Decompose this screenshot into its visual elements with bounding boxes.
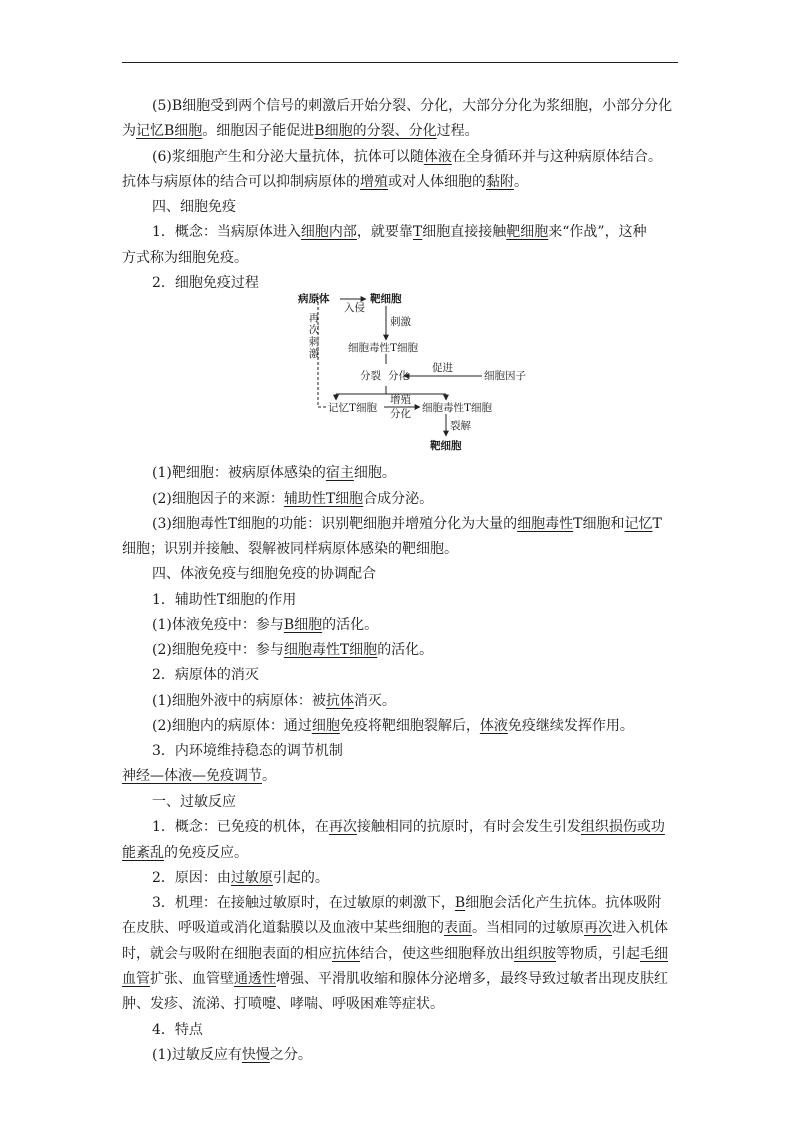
text-line <box>122 969 682 989</box>
underlined-answer: 体液 <box>423 149 452 165</box>
text-line <box>122 994 682 1014</box>
text-line <box>122 121 682 141</box>
text-segment: 2．原因：由 <box>152 870 231 886</box>
diagram-invade-label: 入侵 <box>344 302 365 314</box>
text-line <box>152 792 712 812</box>
underlined-answer: 血管 <box>122 971 150 987</box>
text-line <box>152 463 712 483</box>
text-segment: 3．内环境维持稳态的调节机制 <box>152 743 343 759</box>
underlined-answer: 抗体 <box>332 946 360 962</box>
text-segment: 抗体与病原体的结合可以抑制病原体的 <box>122 174 360 190</box>
text-segment: 。 <box>262 768 276 784</box>
underlined-answer: 神经—体液—免疫调节 <box>122 768 262 784</box>
text-segment: 消灭。 <box>353 693 396 709</box>
text-line <box>152 615 712 635</box>
underlined-answer: 能紊乱 <box>122 845 164 861</box>
text-segment: (1)过敏反应有 <box>152 1047 242 1063</box>
text-segment: 。细胞因子能促进 <box>202 123 315 139</box>
text-segment: (6)浆细胞产生和分泌大量抗体，抗体可以随 <box>152 149 424 165</box>
underlined-answer: 细胞 <box>311 718 340 734</box>
underlined-answer: B <box>454 895 466 911</box>
text-segment: ，就要靠 <box>356 224 413 240</box>
text-line <box>152 197 712 217</box>
text-line <box>122 172 682 192</box>
underlined-answer: 组织损伤或功 <box>580 819 665 835</box>
text-line <box>152 564 712 584</box>
text-line <box>152 640 712 660</box>
underlined-answer: 细胞内部 <box>300 224 357 240</box>
text-segment: 免疫将靶细胞裂解后， <box>339 718 480 734</box>
underlined-answer: 增殖 <box>360 174 388 190</box>
text-line <box>152 147 712 167</box>
text-segment: 引起的。 <box>272 870 329 886</box>
text-line <box>152 741 712 761</box>
diagram-cytokine: 细胞因子 <box>484 370 526 382</box>
text-segment: T细胞和 <box>573 516 625 532</box>
text-line <box>152 590 712 610</box>
text-segment: 四、体液免疫与细胞免疫的协调配合 <box>152 566 376 582</box>
text-segment: 4．特点 <box>152 1022 203 1038</box>
underlined-answer: 靶细胞 <box>506 224 549 240</box>
text-line <box>152 691 712 711</box>
text-line <box>152 222 712 242</box>
text-line <box>122 944 682 964</box>
text-segment: 1．辅助性T细胞的作用 <box>152 592 297 608</box>
underlined-answer: 细胞毒性T细胞 <box>283 642 378 658</box>
underlined-answer: 记忆B细胞 <box>136 123 203 139</box>
text-segment: 细胞；识别并接触、裂解被同样病原体感染的靶细胞。 <box>122 541 458 557</box>
text-segment: 扩张、血管壁 <box>150 971 234 987</box>
text-segment: (3)细胞毒性T细胞的功能：识别靶细胞并增殖分化为大量的 <box>152 516 518 532</box>
diagram-target-cell-top: 靶细胞 <box>370 293 402 305</box>
text-line <box>152 489 712 509</box>
diagram-stimulate-label: 刺激 <box>390 316 411 328</box>
text-line <box>122 843 682 863</box>
underlined-answer: 表面 <box>444 920 472 936</box>
diagram-restimulate-char: 激 <box>308 348 320 360</box>
text-segment: 细胞直接接触 <box>422 224 507 240</box>
text-segment: 接触相同的抗原时，有时会发生引发 <box>356 819 581 835</box>
diagram-pathogen: 病原体 <box>298 293 330 305</box>
text-segment: 方式称为细胞免疫。 <box>122 250 248 266</box>
diagram-divide-label: 分裂 <box>360 370 381 382</box>
text-segment: 或对人体细胞的 <box>388 174 486 190</box>
text-segment: 过程。 <box>436 123 479 139</box>
text-segment: 2．病原体的消灭 <box>152 667 259 683</box>
underlined-answer: 通透性 <box>234 971 276 987</box>
diagram-restimulate-char: 再 <box>308 312 320 324</box>
text-segment: 细胞。 <box>353 465 396 481</box>
text-segment: (1)靶细胞：被病原体感染的 <box>152 465 326 481</box>
text-line <box>122 918 682 938</box>
text-segment: T <box>652 516 662 532</box>
diagram-proliferate-label: 增殖 <box>390 394 411 406</box>
text-segment: 在皮肤、呼吸道或消化道黏膜以及血液中某些细胞的 <box>122 920 444 936</box>
diagram-memory-t-cell: 记忆T细胞 <box>328 402 378 414</box>
diagram-promote-label: 促进 <box>432 362 453 374</box>
text-segment: 在全身循环并与这种病原体结合。 <box>451 149 662 165</box>
text-segment: 为 <box>122 123 136 139</box>
text-segment: 来“作战”，这种 <box>548 224 647 240</box>
underlined-answer: T <box>412 224 423 240</box>
underlined-answer: 体液 <box>479 718 508 734</box>
text-segment: 等物质，引起 <box>556 946 640 962</box>
text-segment: 一、过敏反应 <box>152 794 236 810</box>
text-line <box>122 766 682 786</box>
text-line <box>152 1045 712 1065</box>
underlined-answer: 记忆 <box>624 516 653 532</box>
text-segment: 免疫继续发挥作用。 <box>507 718 634 734</box>
underlined-answer: 黏附 <box>486 174 514 190</box>
underlined-answer: 辅助性T细胞 <box>283 491 364 507</box>
text-line <box>122 539 682 559</box>
text-segment: 。 <box>514 174 528 190</box>
underlined-answer: 抗体 <box>325 693 354 709</box>
diagram-differentiate2-label: 分化 <box>390 408 411 420</box>
text-segment: 1．概念：当病原体进入 <box>152 224 301 240</box>
text-line <box>122 248 682 268</box>
diagram-lysis-label: 裂解 <box>450 420 471 432</box>
underlined-answer: 宿主 <box>325 465 354 481</box>
diagram-target-cell-bottom: 靶细胞 <box>430 440 462 452</box>
underlined-answer: 细胞毒性 <box>517 516 574 532</box>
header-rule <box>122 62 678 63</box>
text-segment: 之分。 <box>269 1047 312 1063</box>
text-segment: 时，就会与吸附在细胞表面的相应 <box>122 946 332 962</box>
underlined-answer: 再次 <box>328 819 357 835</box>
text-segment: 3．机理：在接触过敏原时，在过敏原的刺激下， <box>152 895 455 911</box>
text-segment: 1．概念：已免疫的机体，在 <box>152 819 329 835</box>
text-segment: (5)B细胞受到两个信号的刺激后开始分裂、分化，大部分分化为浆细胞，小部分分化 <box>152 98 673 114</box>
diagram-restimulate-char: 次 <box>308 324 320 336</box>
text-segment: 的免疫反应。 <box>164 845 248 861</box>
text-segment: 四、细胞免疫 <box>152 199 236 215</box>
text-segment: (2)细胞因子的来源： <box>152 491 284 507</box>
text-segment: 增强、平滑肌收缩和腺体分泌增多，最终导致过敏者出现皮肤红 <box>276 971 668 987</box>
text-segment: (2)细胞内的病原体：通过 <box>152 718 312 734</box>
text-segment: (2)细胞免疫中：参与 <box>152 642 284 658</box>
text-segment: 。当相同的过敏原 <box>472 920 584 936</box>
underlined-answer: B细胞的分裂、分化 <box>314 123 437 139</box>
diagram-differentiate-label: 分化 <box>388 370 409 382</box>
text-segment: 的活化。 <box>377 642 434 658</box>
text-line <box>152 665 712 685</box>
underlined-answer: 快慢 <box>241 1047 270 1063</box>
text-segment: (1)细胞外液中的病原体：被 <box>152 693 326 709</box>
text-line <box>152 514 712 534</box>
text-line <box>152 96 712 116</box>
text-line <box>152 868 712 888</box>
text-segment: 结合，使这些细胞释放出 <box>360 946 514 962</box>
underlined-answer: 过敏原 <box>230 870 273 886</box>
diagram-ctl-bottom: 细胞毒性T细胞 <box>422 402 493 414</box>
underlined-answer: 组织胺 <box>514 946 556 962</box>
text-line <box>152 716 712 736</box>
text-line <box>152 1020 712 1040</box>
underlined-answer: 再次 <box>584 920 612 936</box>
text-segment: 进入机体 <box>612 920 668 936</box>
text-line <box>152 817 712 837</box>
text-segment: 2．细胞免疫过程 <box>152 275 259 291</box>
underlined-answer: 毛细 <box>640 946 668 962</box>
text-segment: 肿、发疹、流涕、打喷嚏、哮喘、呼吸困难等症状。 <box>122 996 444 1012</box>
text-segment: (1)体液免疫中：参与 <box>152 617 284 633</box>
text-segment: 细胞会活化产生抗体。抗体吸附 <box>465 895 662 911</box>
diagram-restimulate-char: 刺 <box>308 336 320 348</box>
text-line <box>152 893 712 913</box>
underlined-answer: B细胞 <box>283 617 323 633</box>
text-segment: 合成分泌。 <box>363 491 434 507</box>
cell-immunity-diagram <box>296 288 526 458</box>
text-segment: 的活化。 <box>322 617 379 633</box>
diagram-ctl-top: 细胞毒性T细胞 <box>348 342 419 354</box>
